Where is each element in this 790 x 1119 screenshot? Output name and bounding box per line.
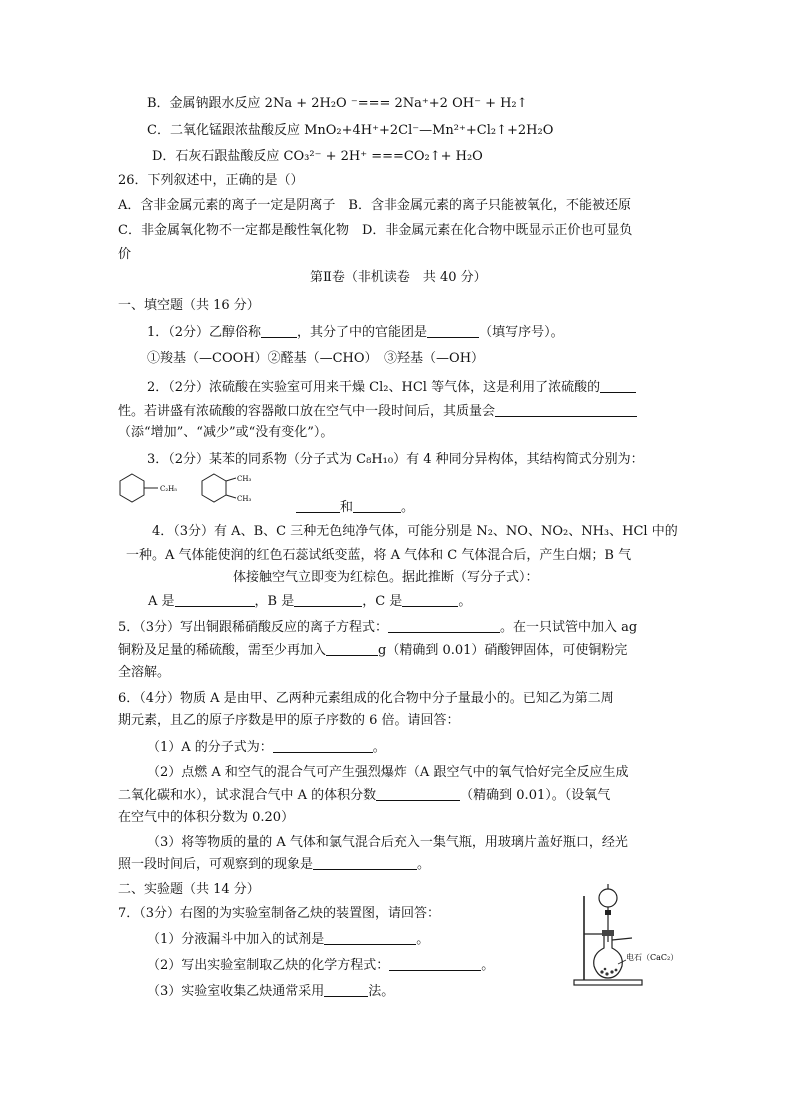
- q7-blank-2[interactable]: [389, 956, 481, 971]
- q6-blank-1[interactable]: [273, 738, 373, 753]
- q7-1-text: （1）分液漏斗中加入的试剂是: [147, 932, 325, 947]
- q7-2-end: 。: [481, 958, 495, 973]
- q2-blank-1[interactable]: [600, 378, 636, 393]
- q2-text-a: 2．（2分）浓硫酸在实验室可用来干燥 Cl₂、HCl 等气体，这是利用了浓硫酸的: [147, 380, 601, 395]
- stand-base: [574, 980, 642, 985]
- q5-line-c: 全溶解。: [118, 665, 171, 680]
- q6-sub-3-a: （3）将等物质的量的 A 气体和氯气混合后充入一集气瓶，用玻璃片盖好瓶口，经光: [147, 835, 628, 850]
- q4-line-b: 一种。A 气体能使润的红色石蕊试纸变蓝，将 A 气体和 C 气体混合后，产生白烟；B 气: [126, 548, 632, 563]
- q6-sub-1: [147, 738, 386, 758]
- q6-2-text-b1: 二氧化碳和水），试求混合气中 A 的体积分数: [118, 788, 377, 803]
- q3-blank-2[interactable]: [353, 498, 401, 513]
- q1-text-c: （填写序号）。: [479, 325, 564, 340]
- q6-blank-3[interactable]: [313, 855, 417, 870]
- benzene-ring-1: [120, 474, 144, 502]
- q4-b-label: ，B 是: [254, 594, 295, 609]
- q3-blank-1[interactable]: [296, 498, 340, 513]
- q4-blank-c[interactable]: [402, 592, 458, 607]
- question-26-line-3: 价: [118, 247, 132, 262]
- acetylene-apparatus-diagram: [572, 880, 684, 992]
- q1-line: [147, 323, 564, 343]
- q7-line-a: 7．（3分）右图的为实验室制备乙炔的装置图，请回答：: [118, 906, 441, 921]
- side-arm: [612, 938, 632, 940]
- q4-end: 。: [458, 594, 472, 609]
- methyl-bond-1: [226, 478, 236, 481]
- q6-1-text: （1）A 的分子式为：: [147, 740, 273, 755]
- q4-blank-a[interactable]: [175, 592, 255, 607]
- question-25-option-d: D．石灰石跟盐酸反应 CO₃²⁻ + 2H⁺ ===CO₂↑+ H₂O: [152, 149, 483, 164]
- q6-blank-2[interactable]: [376, 786, 460, 801]
- q2-line-a: [147, 378, 636, 398]
- methyl-label-1: CH₃: [237, 475, 252, 483]
- q7-blank-3[interactable]: [324, 982, 368, 997]
- xylene-structure: [200, 470, 270, 506]
- q5-text-b2: g（精确到 0.01）硝酸钾固体，可使铜粉完: [378, 643, 628, 658]
- question-25-option-b: B．金属钠跟水反应 2Na + 2H₂O ⁻=== 2Na⁺+2 OH⁻ + H₂↑: [147, 96, 528, 111]
- q1-options: ①羧基（—COOH）②醛基（—CHO） ③羟基（—OH）: [147, 351, 485, 366]
- q7-3-end: 法。: [368, 984, 395, 999]
- q7-sub-1: [147, 930, 429, 950]
- q5-blank-1[interactable]: [388, 618, 500, 633]
- q4-line-d: [148, 592, 471, 612]
- q6-sub-2-a: （2）点燃 A 和空气的混合气可产生强烈爆炸（A 跟空气中的氧气恰好完全反应生成: [147, 765, 629, 780]
- q4-a-label: A 是: [148, 594, 175, 609]
- q6-3-text-b1: 照一段时间后，可观察到的现象是: [118, 857, 314, 872]
- methyl-bond-2: [226, 495, 236, 498]
- q5-line-b: [118, 641, 627, 661]
- calcium-carbide-pieces: [600, 968, 617, 976]
- q5-line-a: [118, 618, 637, 638]
- q6-sub-2-c: 在空气中的体积分数为 0.20）: [118, 810, 295, 825]
- q6-1-end: 。: [372, 740, 386, 755]
- q1-blank-1[interactable]: [261, 323, 297, 338]
- q3-answer-line: [296, 498, 414, 518]
- q1-text-a: 1．（2分）乙醇俗称: [147, 325, 262, 340]
- carbide-label: 电石（CaC₂）: [626, 953, 679, 962]
- q7-blank-1[interactable]: [324, 930, 416, 945]
- section-2-title: 二、实验题（共 14 分）: [118, 882, 260, 897]
- q5-blank-2[interactable]: [326, 641, 378, 656]
- q6-sub-3-b: [118, 855, 430, 875]
- q7-sub-2: [147, 956, 494, 976]
- q2-line-b: [118, 402, 637, 422]
- q5-text-a1: 5．（3分）写出铜跟稀硝酸反应的离子方程式：: [118, 620, 389, 635]
- question-26-line-1: A．含非金属元素的离子一定是阴离子 B．含非金属元素的离子只能被氧化，不能被还原: [118, 198, 631, 213]
- q2-line-c: （添“增加”、“减少”或“没有变化”）。: [118, 425, 334, 440]
- q6-line-b: 期元素，且乙的原子序数是甲的原子序数的 6 倍。请回答：: [118, 713, 460, 728]
- q4-line-c: 体接触空气立即变为红棕色。据此推断（写分子式）：: [233, 570, 539, 585]
- q4-blank-b[interactable]: [294, 592, 362, 607]
- question-26-line-2: C．非金属氧化物不一定都是酸性氧化物 D．非金属元素在化合物中既显示正价也可显负: [118, 223, 633, 238]
- q6-3-end: 。: [417, 857, 431, 872]
- q6-line-a: 6．（4分）物质 A 是由甲、乙两种元素组成的化合物中分子量最小的。已知乙为第二周: [118, 691, 614, 706]
- methyl-label-2: CH₃: [237, 495, 252, 503]
- q1-blank-2[interactable]: [427, 323, 479, 338]
- flask-body: [594, 936, 623, 978]
- q3-and: 和: [340, 500, 354, 515]
- section-1-title: 一、填空题（共 16 分）: [118, 298, 260, 313]
- q7-2-text: （2）写出实验室制取乙炔的化学方程式：: [147, 958, 390, 973]
- q3-line-a: 3．（2分）某苯的同系物（分子式为 C₈H₁₀）有 4 种同分异构体，其结构简式分别为：: [147, 452, 644, 467]
- q4-line-a: 4．（3分）有 A、B、C 三种无色纯净气体，可能分别是 N₂、NO、NO₂、NH₃、HCl 中的: [152, 524, 678, 539]
- q1-text-b: ，其分了中的官能团是: [297, 325, 428, 340]
- q7-3-text: （3）实验室收集乙炔通常采用: [147, 984, 325, 999]
- ethylbenzene-structure: [118, 470, 188, 506]
- q6-sub-2-b: [118, 786, 610, 806]
- q4-c-label: ，C 是: [362, 594, 403, 609]
- q6-2-text-b2: （精确到 0.01）。（设氧气: [460, 788, 611, 803]
- q5-text-a2: 。在一只试管中加入 ag: [500, 620, 638, 635]
- question-26-stem: 26．下列叙述中，正确的是（）: [118, 173, 304, 188]
- flask-stopper: [602, 930, 614, 936]
- q7-sub-3: [147, 982, 394, 1002]
- q2-blank-2[interactable]: [495, 402, 637, 417]
- q2-text-b: 性。若讲盛有浓硫酸的容器敞口放在空气中一段时间后，其质量会: [118, 404, 496, 419]
- separatory-funnel-bulb: [599, 889, 617, 907]
- q3-end: 。: [401, 500, 415, 515]
- benzene-ring-2: [202, 474, 226, 502]
- ethyl-label: C₂H₅: [160, 485, 178, 493]
- question-25-option-c: C．二氧化锰跟浓盐酸反应 MnO₂+4H⁺+2Cl⁻—Mn²⁺+Cl₂↑+2H₂O: [147, 123, 554, 138]
- q7-1-end: 。: [416, 932, 430, 947]
- q5-text-b1: 铜粉及足量的稀硫酸，需至少再加入: [118, 643, 327, 658]
- part-2-title: 第Ⅱ卷（非机读卷 共 40 分）: [310, 270, 487, 285]
